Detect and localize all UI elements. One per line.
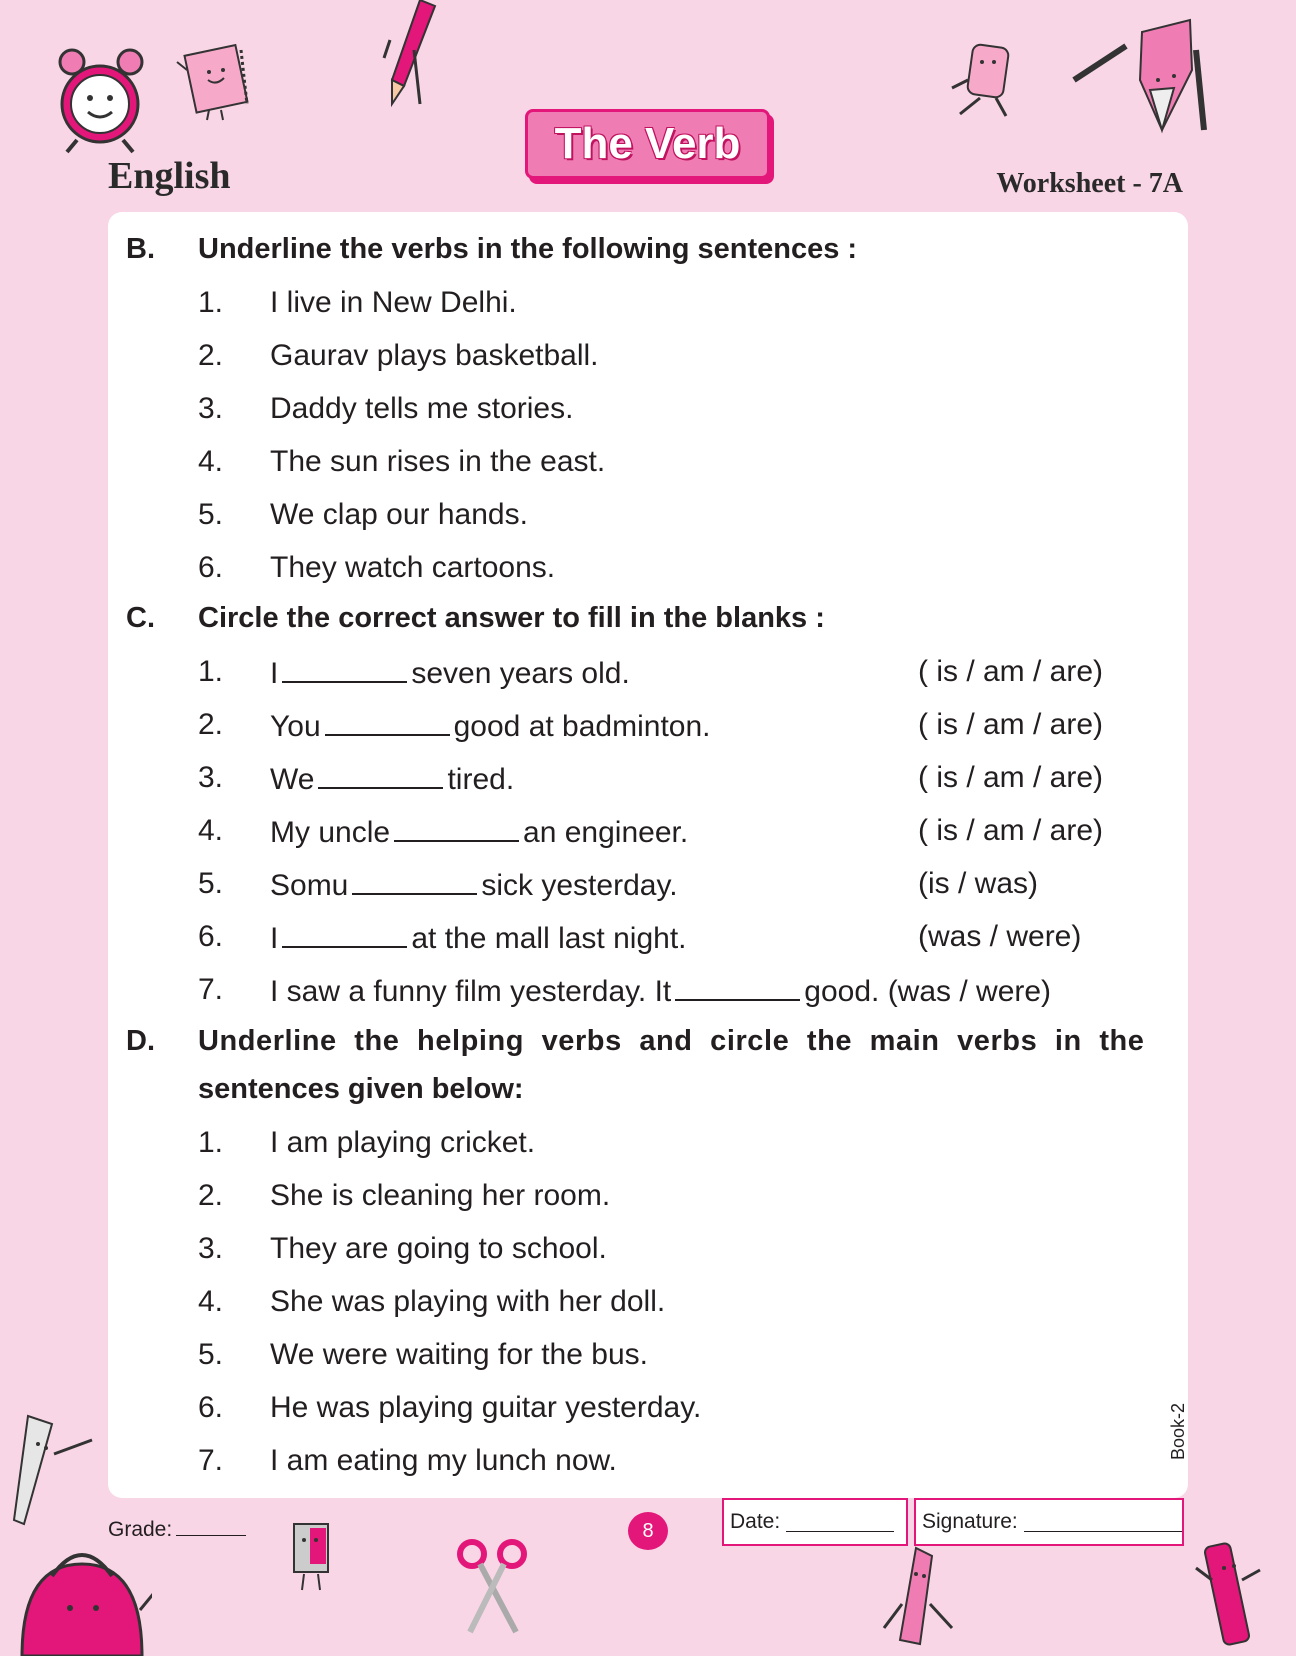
page-number: 8	[628, 1512, 668, 1550]
pen-character-icon	[1190, 1540, 1270, 1656]
bag-icon	[12, 1524, 152, 1656]
pencil-character-icon	[1070, 10, 1220, 140]
section-letter: D.	[126, 1025, 155, 1057]
section-letter: B.	[126, 233, 155, 265]
answer-options[interactable]: (was / were)	[887, 975, 1052, 1008]
ruler-character-icon	[8, 1408, 98, 1528]
answer-options[interactable]: (was / were)	[918, 920, 1082, 953]
alarm-clock-icon	[52, 44, 152, 154]
notebook-icon	[175, 42, 260, 122]
signature-field[interactable]: Signature:	[914, 1498, 1184, 1546]
answer-blank[interactable]	[282, 655, 407, 683]
answer-options[interactable]: ( is / am / are)	[918, 708, 1104, 741]
crayon-character-icon	[880, 1544, 960, 1656]
section-instruction: Underline the verbs in the following sentences :	[198, 233, 858, 265]
grade-field[interactable]: Grade:	[108, 1518, 246, 1542]
scissors-icon	[454, 1536, 534, 1636]
answer-options[interactable]: ( is / am / are)	[918, 655, 1104, 688]
answer-blank[interactable]	[318, 761, 443, 789]
worksheet-number: Worksheet - 7A	[996, 168, 1183, 199]
book-label: Book-2	[1168, 1402, 1188, 1460]
answer-blank[interactable]	[325, 708, 450, 736]
answer-options[interactable]: (is / was)	[918, 867, 1038, 900]
answer-blank[interactable]	[282, 920, 407, 948]
date-field[interactable]: Date:	[722, 1498, 908, 1546]
answer-options[interactable]: ( is / am / are)	[918, 814, 1104, 847]
pencil-icon	[380, 0, 450, 110]
section-instruction-cont: sentences given below:	[198, 1073, 524, 1105]
subject-label: English	[108, 155, 231, 197]
answer-blank[interactable]	[352, 867, 477, 895]
section-letter: C.	[126, 602, 155, 634]
answer-options[interactable]: ( is / am / are)	[918, 761, 1104, 794]
section-d-heading	[126, 1025, 1172, 1105]
page-title: The Verb	[525, 109, 770, 179]
answer-blank[interactable]	[675, 973, 800, 1001]
sharpener-icon	[284, 1516, 344, 1596]
eraser-icon	[940, 40, 1030, 120]
answer-blank[interactable]	[394, 814, 519, 842]
section-instruction: Circle the correct answer to fill in the blanks :	[198, 602, 825, 634]
section-instruction: Underline the helping verbs and circle the main verbs in the	[198, 1025, 1145, 1057]
